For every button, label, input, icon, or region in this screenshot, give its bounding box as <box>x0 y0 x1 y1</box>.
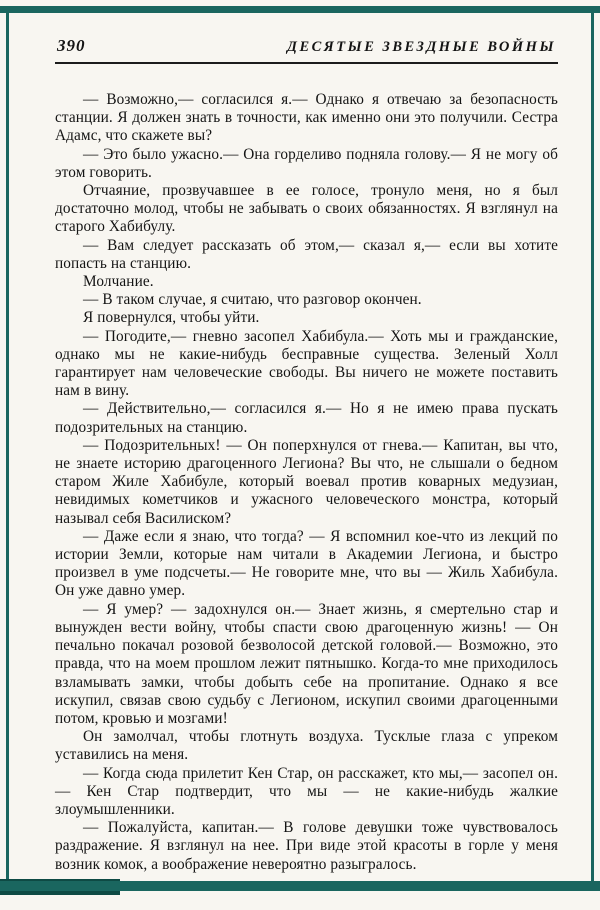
paragraph: Я повернулся, чтобы уйти. <box>83 309 260 327</box>
page-content <box>55 36 558 874</box>
paragraph: — Погодите,— гневно засопел Хабибула.— Хоть мы и гражданские, однако мы не какие-нибудь бесправные существа. Зеленый Холл гарантирует нам человеческие свободы. Вы ничего не можете поставить нам в вину. <box>55 327 558 400</box>
running-title: ДЕСЯТЫЕ ЗВЕЗДНЫЕ ВОЙНЫ <box>287 39 556 55</box>
paragraph: — Пожалуйста, капитан.— В голове девушки тоже чувствовалось раздражение. Я взглянул на нее. При виде этой красоты в горле у меня возник комок, а воображение невероятно разыгралось. <box>55 819 558 873</box>
page-text <box>55 91 558 874</box>
paragraph: — Возможно,— согласился я.— Однако я отвечаю за безопасность станции. Я должен знать в точности, как именно они это получили. Сестра Адамс, что скажете вы? <box>55 91 558 145</box>
paragraph: Отчаяние, прозвучавшее в ее голосе, тронуло меня, но я был достаточно молод, чтобы не забывать о своих обязанностях. Я взглянул на старого Хабибулу. <box>55 182 558 236</box>
paragraph: — Даже если я знаю, что тогда? — Я вспомнил кое-что из лекций по истории Земли, которые нам читали в Академии Легиона, и быстро произвел в уме подсчеты.— Не говорите мне, что вы — Жиль Хабибула. Он уже давно умер. <box>55 527 558 600</box>
paragraph: Молчание. <box>83 273 154 291</box>
paragraph: — Подозрительных! — Он поперхнулся от гнева.— Капитан, вы что, не знаете историю драгоценного Легиона? Вы что, не слышали о бедном старом Жиле Хабибуле, который воевал против коварных медузиан, невидимых кометчиков и ужасного человеческого монстра, который называл себя Василиском? <box>55 436 558 527</box>
paragraph: Он замолчал, чтобы глотнуть воздуха. Тусклые глаза с упреком уставились на меня. <box>55 728 558 764</box>
paragraph: — В таком случае, я считаю, что разговор окончен. <box>83 291 422 309</box>
page-number: 390 <box>57 36 86 55</box>
frame-left-band <box>6 6 9 891</box>
paragraph: — Это было ужасно.— Она горделиво подняла голову.— Я не могу об этом говорить. <box>55 145 558 181</box>
paragraph: — Вам следует рассказать об этом,— сказал я,— если вы хотите попасть на станцию. <box>55 236 558 272</box>
frame-bottom-band <box>0 881 600 891</box>
header-divider <box>55 62 558 64</box>
paragraph: — Действительно,— согласился я.— Но я не имею права пускать подозрительных на станцию. <box>55 400 558 436</box>
paragraph: — Я умер? — задохнулся он.— Знает жизнь, я смертельно стар и вынужден вести войну, чтобы спасти свою драгоценную жизнь! — Он печально покачал розовой безволосой детской головой.— Возможно, это правда, что на моем прошлом лежит пятнышко. Когда-то мне приходилось взламывать замки, чтобы добыть себе на пропитание. Однако я все искупил, связав свою судьбу с Легионом, искупил своими драгоценными потом, кровью и мозгами! <box>55 600 558 727</box>
paragraph: — Когда сюда прилетит Кен Стар, он расскажет, кто мы,— засопел он.— Кен Стар подтвердит, что мы — не какие-нибудь жалкие злоумышленники. <box>55 764 558 818</box>
running-head <box>55 36 558 60</box>
frame-top-band <box>0 6 600 13</box>
frame-right-band <box>591 6 594 891</box>
